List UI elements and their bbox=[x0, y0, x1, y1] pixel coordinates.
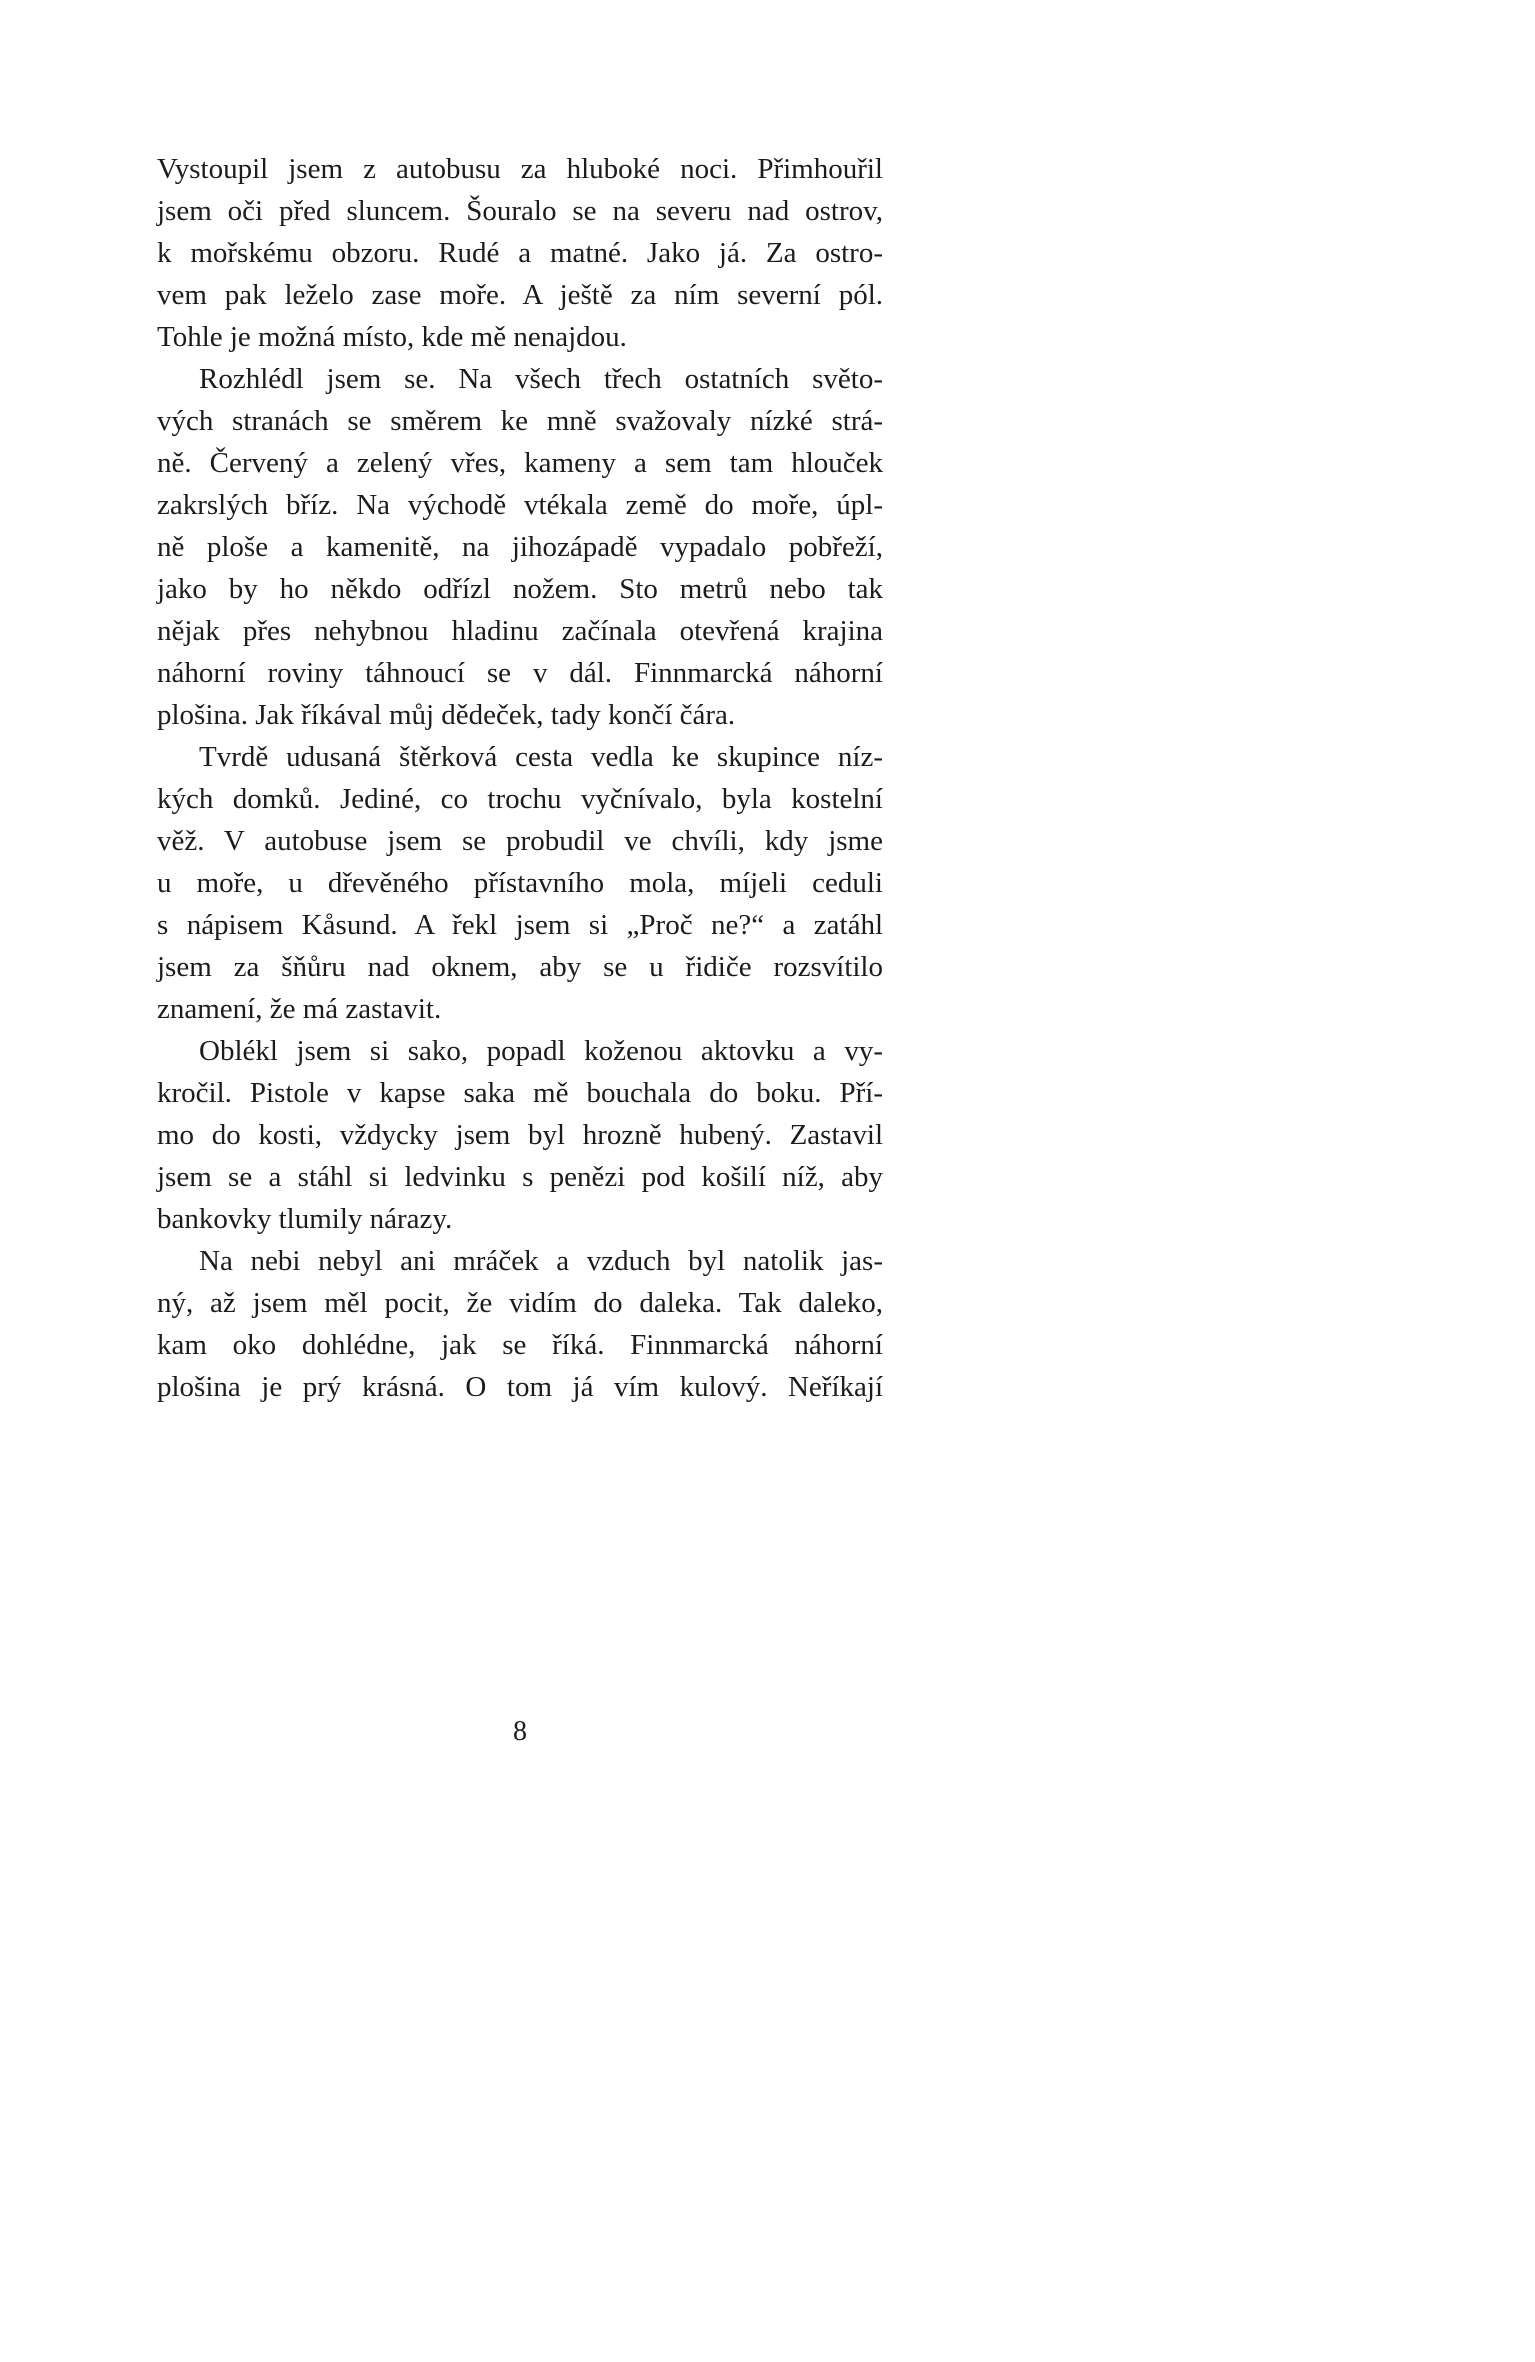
paragraph bbox=[157, 1030, 883, 1240]
text-line: k mořskému obzoru. Rudé a matné. Jako já. Za ostro- bbox=[157, 237, 883, 269]
text-line: Tvrdě udusaná štěrková cesta vedla ke skupince níz- bbox=[199, 741, 883, 773]
text-line: plošina. Jak říkával můj dědeček, tady končí čára. bbox=[157, 699, 736, 731]
text-line: ně ploše a kamenitě, na jihozápadě vypadalo pobřeží, bbox=[157, 531, 883, 563]
text-line: kých domků. Jediné, co trochu vyčnívalo, byla kostelní bbox=[157, 783, 883, 815]
text-line: Na nebi nebyl ani mráček a vzduch byl natolik jas- bbox=[199, 1245, 883, 1277]
paragraph bbox=[157, 148, 883, 358]
text-line: zakrslých bříz. Na východě vtékala země do moře, úpl- bbox=[157, 489, 883, 521]
text-line: ný, až jsem měl pocit, že vidím do daleka. Tak daleko, bbox=[157, 1287, 883, 1319]
text-line: Tohle je možná místo, kde mě nenajdou. bbox=[157, 321, 627, 353]
text-line: náhorní roviny táhnoucí se v dál. Finnmarcká náhorní bbox=[157, 657, 883, 689]
page-text bbox=[157, 148, 883, 1408]
text-line: Oblékl jsem si sako, popadl koženou aktovku a vy- bbox=[199, 1035, 883, 1067]
text-line: kročil. Pistole v kapse saka mě bouchala do boku. Pří- bbox=[157, 1077, 883, 1109]
text-line: jako by ho někdo odřízl nožem. Sto metrů nebo tak bbox=[157, 573, 883, 605]
page-number: 8 bbox=[513, 1716, 527, 1747]
text-line: plošina je prý krásná. O tom já vím kulový. Neříkají bbox=[157, 1371, 883, 1403]
text-line: Rozhlédl jsem se. Na všech třech ostatních světo- bbox=[199, 363, 883, 395]
text-line: nějak přes nehybnou hladinu začínala otevřená krajina bbox=[157, 615, 883, 647]
text-line: věž. V autobuse jsem se probudil ve chvíli, kdy jsme bbox=[157, 825, 883, 857]
text-line: jsem oči před sluncem. Šouralo se na severu nad ostrov, bbox=[157, 195, 883, 227]
text-line: vých stranách se směrem ke mně svažovaly nízké strá- bbox=[157, 405, 883, 437]
paragraph bbox=[157, 358, 883, 736]
text-line: Vystoupil jsem z autobusu za hluboké noci. Přimhouřil bbox=[157, 153, 883, 185]
text-line: vem pak leželo zase moře. A ještě za ním severní pól. bbox=[157, 279, 883, 311]
paragraph bbox=[157, 1240, 883, 1408]
text-line: mo do kosti, vždycky jsem byl hrozně hubený. Zastavil bbox=[157, 1119, 883, 1151]
text-line: bankovky tlumily nárazy. bbox=[157, 1203, 453, 1235]
text-line: ně. Červený a zelený vřes, kameny a sem tam hlouček bbox=[157, 447, 883, 479]
paragraph bbox=[157, 736, 883, 1030]
text-line: jsem se a stáhl si ledvinku s penězi pod košilí níž, aby bbox=[157, 1161, 883, 1193]
text-line: u moře, u dřevěného přístavního mola, míjeli ceduli bbox=[157, 867, 883, 899]
text-line: jsem za šňůru nad oknem, aby se u řidiče rozsvítilo bbox=[157, 951, 883, 983]
text-line: znamení, že má zastavit. bbox=[157, 993, 442, 1025]
text-line: kam oko dohlédne, jak se říká. Finnmarcká náhorní bbox=[157, 1329, 883, 1361]
text-line: s nápisem Kåsund. A řekl jsem si „Proč ne?“ a zatáhl bbox=[157, 909, 883, 941]
